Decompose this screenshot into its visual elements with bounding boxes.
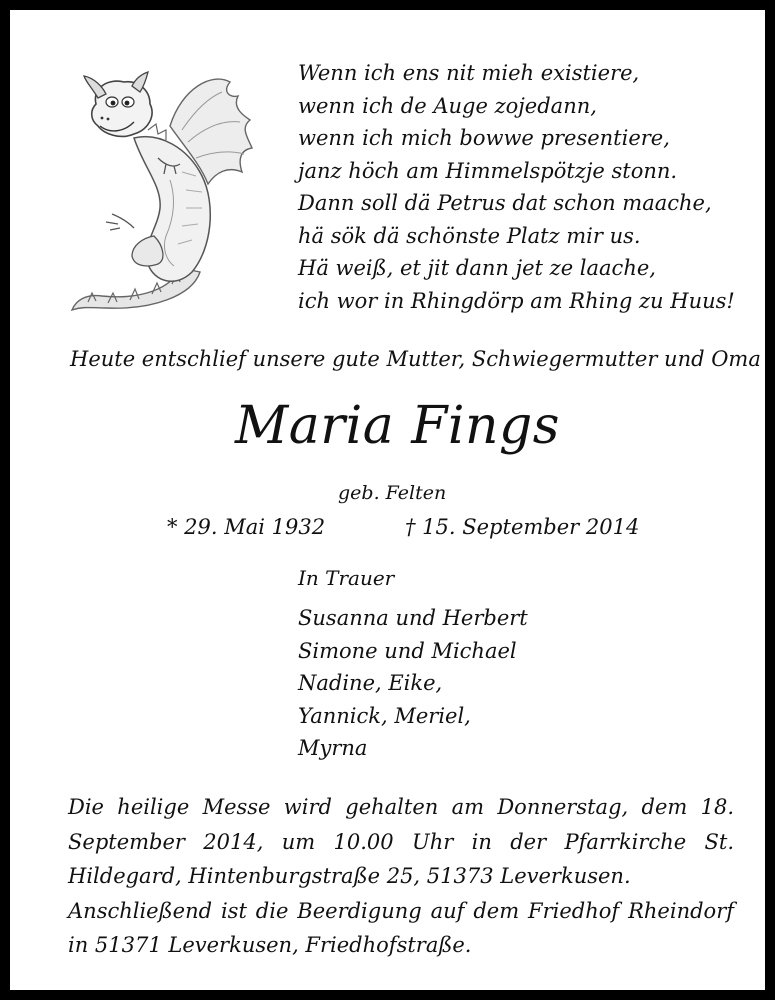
poem-line: wenn ich de Auge zojedann, (298, 93, 597, 118)
birth-date: * 29. Mai 1932 (167, 515, 326, 539)
poem-line: ich wor in Rhingdörp am Rhing zu Huus! (298, 288, 735, 313)
poem-line: Dann soll dä Petrus dat schon maache, (298, 191, 712, 215)
family-list (298, 602, 528, 765)
family-line: Simone und Michael (298, 638, 517, 663)
poem (298, 57, 735, 317)
poem-line: Hä weiß, et jit dann jet ze laache, (298, 256, 656, 280)
dragon-drawing-icon (62, 68, 258, 316)
poem-line: wenn ich mich bowwe presentiere, (298, 126, 670, 150)
poem-line: hä sök dä schönste Platz mir us. (298, 223, 641, 248)
mourning-label: In Trauer (298, 566, 395, 590)
death-date: † 15. September 2014 (405, 515, 640, 539)
family-line: Nadine, Eike, (298, 671, 443, 695)
poem-line: Wenn ich ens nit mieh existiere, (298, 61, 640, 85)
service-details (68, 790, 734, 963)
maiden-name: geb. Felten (338, 482, 447, 504)
mass-details: Die heilige Messe wird gehalten am Donnerstag, dem 18. September 2014, um 10.00 Uhr in der Pfarrkirche St. Hildegard, Hintenburgstraße 25, 51373 Leverkusen. (68, 795, 734, 888)
family-line: Myrna (298, 736, 368, 760)
family-line: Susanna und Herbert (298, 606, 528, 630)
family-line: Yannick, Meriel, (298, 703, 471, 728)
deceased-name: Maria Fings (235, 396, 560, 456)
poem-line: janz höch am Himmelspötzje stonn. (298, 158, 678, 183)
burial-details: Anschließend ist die Beerdigung auf dem Friedhof Rheindorf in 51371 Leverkusen, Friedhofstraße. (68, 898, 734, 957)
announcement-intro: Heute entschlief unsere gute Mutter, Schwiegermutter und Oma (70, 347, 761, 371)
